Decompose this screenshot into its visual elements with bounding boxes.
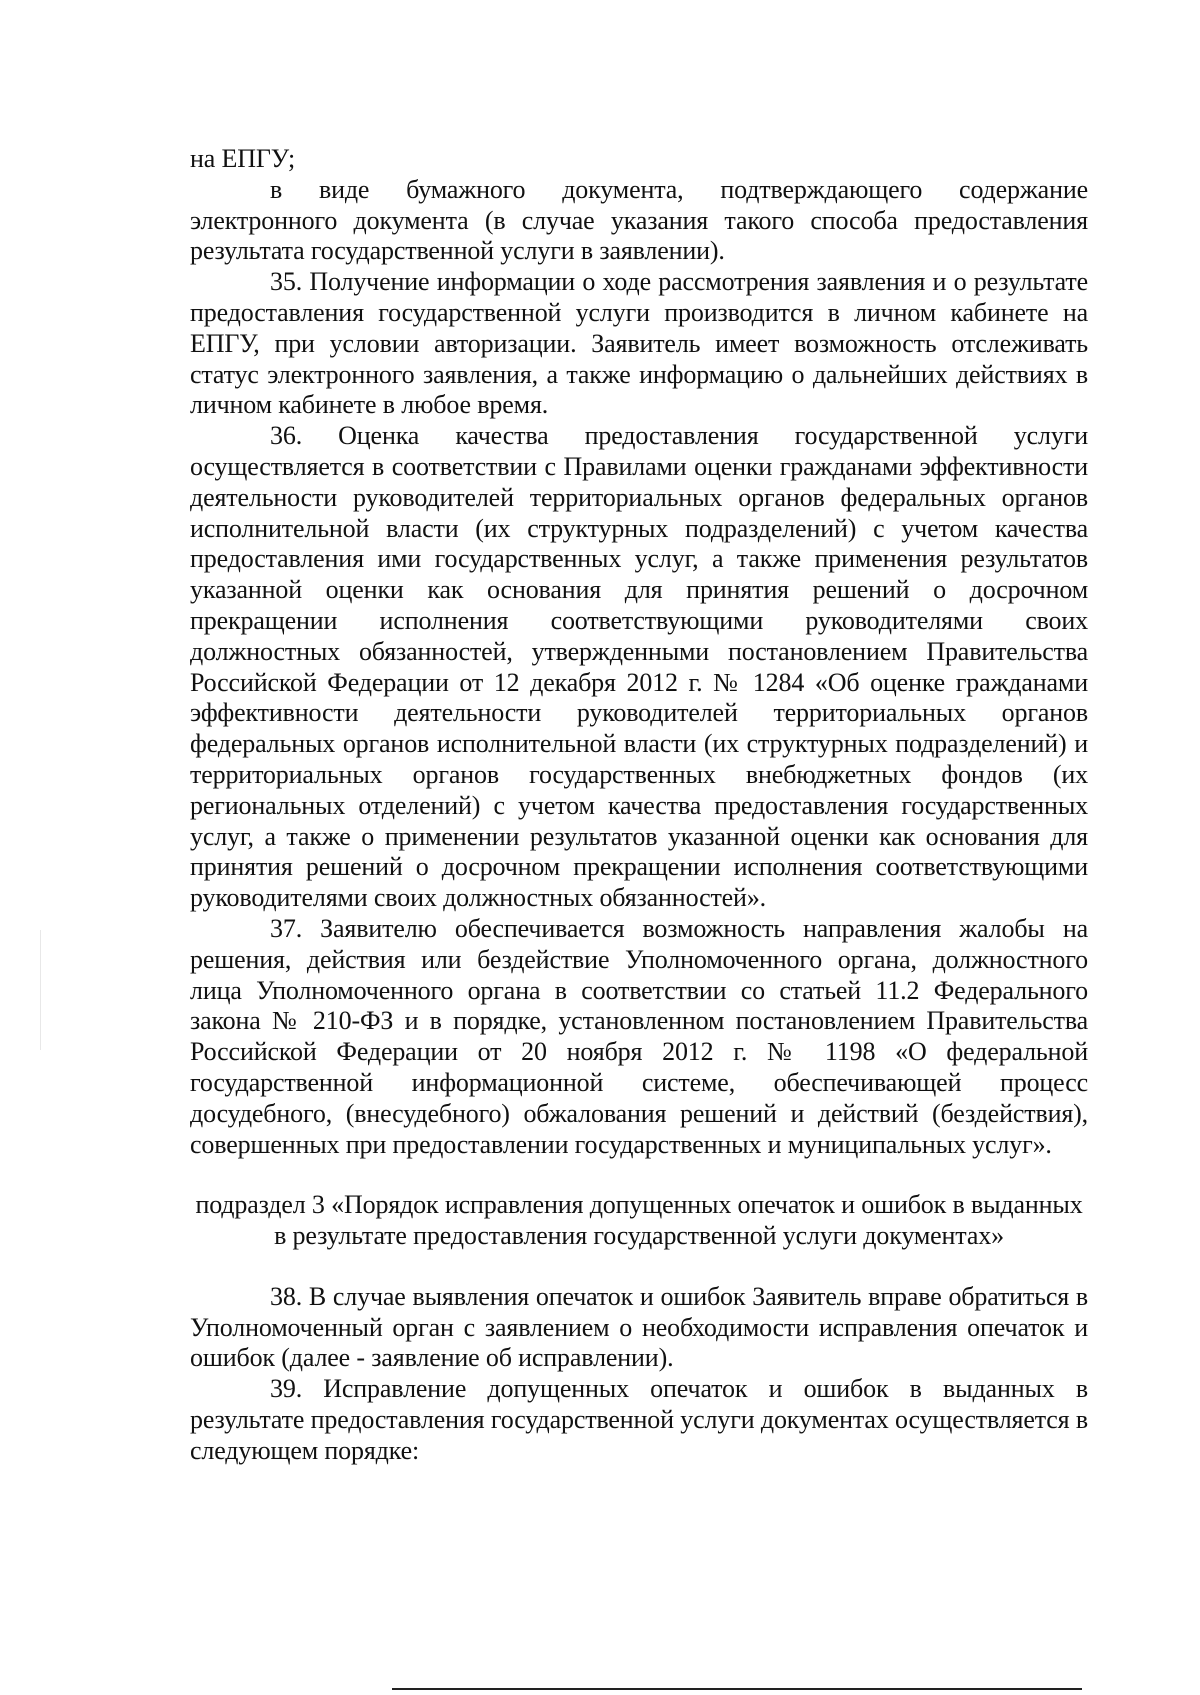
- document-body: [190, 144, 1088, 1467]
- paragraph-37: 37. Заявителю обеспечивается возможность направления жалобы на решения, действия или бездействие Уполномоченного органа, должностного лица Уполномоченного органа в соответствии со статьей 11.2 Федерального закона № 210-ФЗ и в порядке, установленном постановлением Правительства Российской Федерации от 20 ноября 2012 г. № 1198 «О федеральной государственной информационной системе, обеспечивающей процесс досудебного, (внесудебного) обжалования решений и действий (бездействия), совершенных при предоставлении государственных и муниципальных услуг».: [190, 913, 1088, 1159]
- paragraph-36: 36. Оценка качества предоставления государственной услуги осуществляется в соответствии с Правилами оценки гражданами эффективности деятельности руководителей территориальных органов федеральных органов исполнительной власти (их структурных подразделений) с учетом качества предоставления ими государственных услуг, а также применения результатов указанной оценки как основания для принятия решений о досрочном прекращении исполнения соответствующими руководителями своих должностных обязанностей, утвержденными постановлением Правительства Российской Федерации от 12 декабря 2012 г. № 1284 «Об оценке гражданами эффективности деятельности руководителей территориальных органов федеральных органов исполнительной власти (их структурных подразделений) и территориальных органов государственных внебюджетных фондов (их региональных отделений) с учетом качества предоставления государственных услуг, а также о применении результатов указанной оценки как основания для принятия решений о досрочном прекращении исполнения соответствующими руководителями своих должностных обязанностей».: [190, 421, 1088, 913]
- paragraph-39: 39. Исправление допущенных опечаток и ошибок в выданных в результате предоставления государственной услуги документах осуществляется в следующем порядке:: [190, 1374, 1088, 1465]
- bottom-divider-line: [392, 1688, 1082, 1690]
- paragraph-38: 38. В случае выявления опечаток и ошибок Заявитель вправе обратиться в Уполномоченный орган с заявлением о необходимости исправления опечаток и ошибок (далее - заявление об исправлении).: [190, 1281, 1088, 1373]
- scan-artifact: [40, 930, 41, 1050]
- paragraph-paper-document-item: в виде бумажного документа, подтверждающего содержание электронного документа (в случае указания такого способа предоставления результата государственной услуги в заявлении).: [190, 174, 1088, 266]
- paragraph-35: 35. Получение информации о ходе рассмотрения заявления и о результате предоставления государственной услуги производится в личном кабинете на ЕПГУ, при условии авторизации. Заявитель имеет возможность отслеживать статус электронного заявления, а также информацию о дальнейших действиях в личном кабинете в любое время.: [190, 267, 1088, 420]
- subsection-heading: подраздел 3 «Порядок исправления допущенных опечаток и ошибок в выданных в результате предоставления государственной услуги документах»: [195, 1190, 1083, 1251]
- paragraph-epgu-item: на ЕПГУ;: [190, 144, 296, 173]
